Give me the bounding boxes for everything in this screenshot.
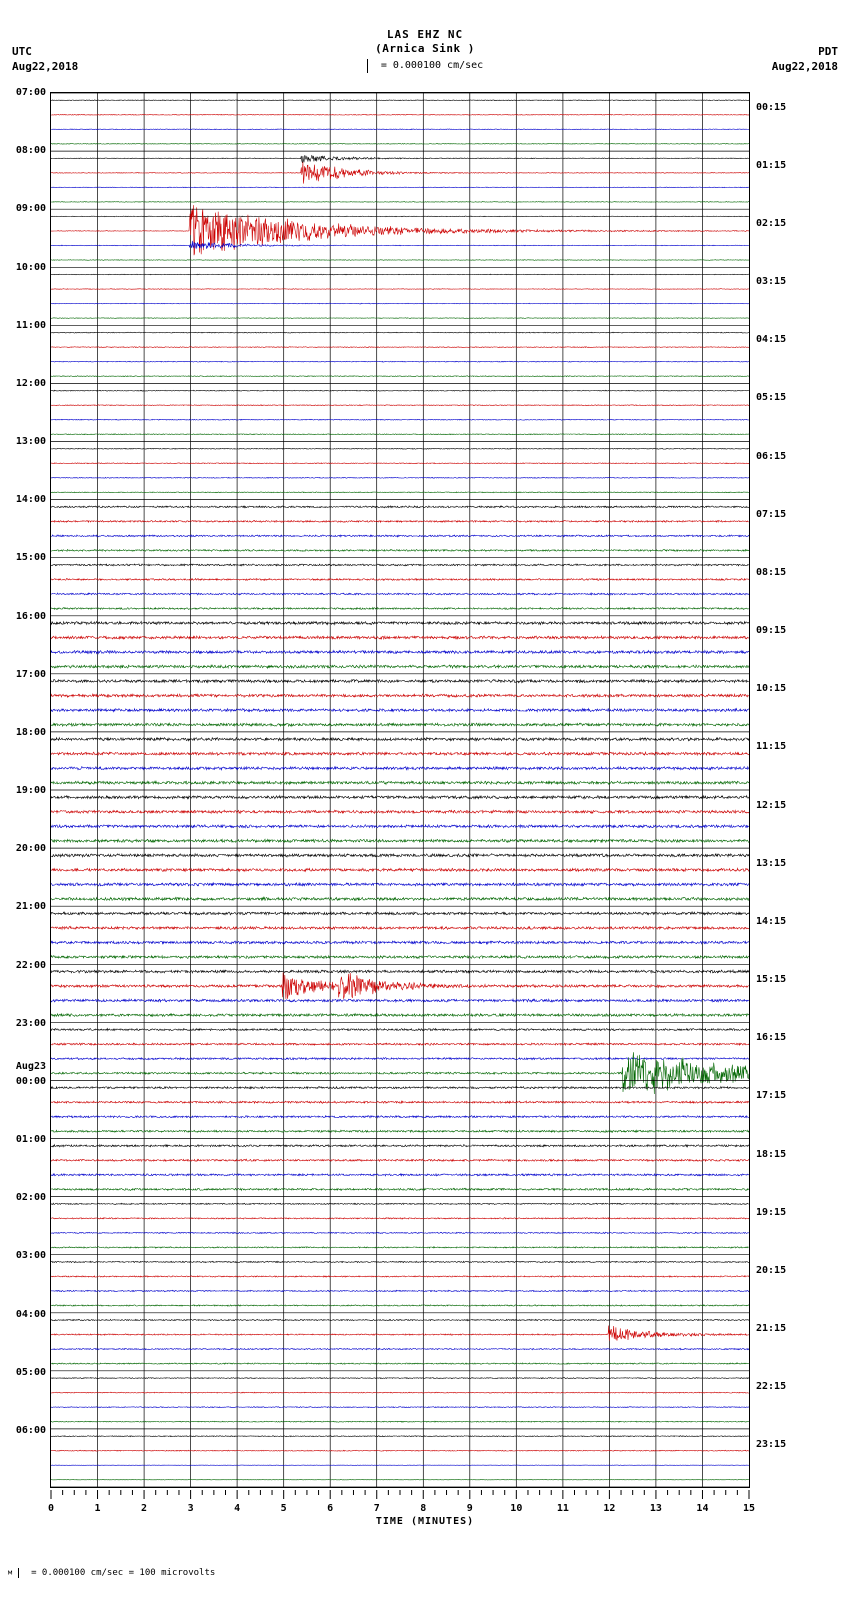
trace-line — [51, 1363, 749, 1364]
right-axis-label: 01:15 — [756, 159, 787, 171]
chart-title-block — [0, 28, 850, 73]
left-axis-label: 16:00 — [15, 610, 46, 622]
left-axis-label: 14:00 — [15, 494, 46, 506]
footer-text: = 0.000100 cm/sec = 100 microvolts — [31, 1568, 216, 1578]
trace-line — [51, 376, 749, 377]
trace-line — [51, 1319, 749, 1320]
right-axis-label: 14:15 — [756, 915, 787, 927]
trace-line — [51, 1145, 749, 1147]
trace-line — [51, 144, 749, 145]
left-axis-label: 05:00 — [15, 1366, 46, 1378]
trace-line — [51, 434, 749, 435]
left-axis-label: 09:00 — [15, 203, 46, 215]
footer-scale-note — [8, 1568, 215, 1578]
trace-line — [51, 1436, 749, 1437]
trace-line — [51, 767, 749, 770]
trace-line — [51, 1043, 749, 1045]
x-axis-tick-label: 6 — [327, 1503, 334, 1514]
right-axis-label: 23:15 — [756, 1439, 787, 1451]
trace-line — [51, 970, 749, 973]
trace-line — [51, 564, 749, 566]
trace-line — [51, 621, 749, 624]
scale-bar-icon — [367, 59, 375, 73]
trace-line — [51, 1290, 749, 1291]
left-axis-label: 01:00 — [15, 1134, 46, 1145]
utc-date-text: Aug22,2018 — [12, 60, 79, 73]
trace-line — [51, 883, 749, 886]
trace-line — [51, 694, 749, 697]
right-axis-label: 07:15 — [756, 508, 787, 520]
trace-line — [51, 723, 749, 726]
trace-line — [51, 665, 749, 668]
seismogram-plot — [50, 92, 750, 1488]
x-axis-tick-label: 0 — [47, 1503, 55, 1514]
footer-scale-bar-icon — [18, 1568, 26, 1578]
trace-line — [51, 1218, 749, 1219]
left-axis-label: 06:00 — [15, 1424, 46, 1436]
x-axis-tick-label: 11 — [556, 1503, 569, 1514]
trace-line — [51, 1130, 749, 1132]
right-axis-label: 20:15 — [756, 1264, 787, 1276]
trace-line — [51, 477, 749, 478]
left-axis-label: 22:00 — [15, 959, 46, 971]
trace-line — [51, 506, 749, 508]
pdt-date-text: Aug22,2018 — [771, 60, 838, 73]
trace-line — [51, 1348, 749, 1349]
right-axis-label: 13:15 — [756, 857, 787, 869]
trace-line — [51, 651, 749, 654]
trace-line — [51, 781, 749, 784]
trace-line — [51, 1378, 749, 1379]
trace-line — [51, 1087, 749, 1089]
right-axis-label: 15:15 — [756, 974, 787, 986]
trace-line — [51, 1261, 749, 1262]
trace-line — [51, 927, 749, 930]
right-axis-label: 17:15 — [756, 1090, 787, 1102]
trace-line — [51, 202, 749, 203]
right-axis-label: 06:15 — [756, 450, 787, 462]
trace-line — [51, 868, 749, 871]
x-axis-tick-marks — [50, 1490, 750, 1504]
utc-zone-text: UTC — [12, 45, 32, 58]
trace-line — [51, 1188, 749, 1190]
left-axis-label: 11:00 — [15, 319, 46, 331]
x-axis-tick-label: 15 — [742, 1503, 756, 1514]
trace-line — [51, 1276, 749, 1277]
trace-line — [51, 579, 749, 581]
scale-legend — [0, 59, 850, 73]
trace-line — [51, 839, 749, 842]
trace-line — [51, 100, 749, 101]
x-axis-title: TIME (MINUTES) — [375, 1516, 475, 1527]
x-axis-tick-label: 1 — [94, 1503, 101, 1514]
trace-line — [51, 156, 749, 163]
right-axis-label: 00:15 — [756, 101, 787, 113]
seismogram-traces — [51, 93, 749, 1487]
trace-line — [51, 810, 749, 813]
right-axis-label: 03:15 — [756, 276, 787, 288]
station-code: LAS EHZ NC — [386, 28, 464, 41]
trace-line — [51, 361, 749, 362]
left-axis-label: Aug23 — [15, 1061, 46, 1073]
trace-line — [51, 114, 749, 115]
scale-legend-text: = 0.000100 cm/sec — [380, 60, 484, 71]
trace-line — [51, 738, 749, 741]
left-axis-label: 15:00 — [15, 552, 46, 564]
trace-line — [51, 1407, 749, 1408]
trace-line — [51, 1159, 749, 1161]
trace-line — [51, 608, 749, 610]
trace-line — [51, 1305, 749, 1306]
trace-line — [51, 636, 749, 639]
trace-line — [51, 709, 749, 712]
trace-line — [51, 129, 749, 130]
right-axis-label: 11:15 — [756, 741, 787, 753]
trace-line — [51, 162, 749, 184]
trace-line — [51, 332, 749, 333]
trace-line — [51, 405, 749, 406]
left-axis-label: 10:00 — [15, 261, 46, 273]
left-axis-label: 23:00 — [15, 1017, 46, 1029]
right-axis-label: 12:15 — [756, 799, 787, 811]
x-axis-tick-label: 9 — [466, 1503, 473, 1514]
right-axis-label: 22:15 — [756, 1381, 787, 1393]
x-axis-tick-label: 5 — [280, 1503, 287, 1514]
left-axis-label: 13:00 — [15, 436, 46, 447]
trace-line — [51, 752, 749, 755]
trace-line — [51, 347, 749, 348]
left-axis-label: 00:00 — [15, 1075, 46, 1087]
trace-line — [51, 825, 749, 828]
right-axis-label: 09:15 — [756, 625, 787, 637]
trace-line — [51, 260, 749, 261]
x-axis-tick-label: 13 — [649, 1503, 662, 1514]
trace-line — [51, 1326, 749, 1341]
trace-line — [51, 463, 749, 464]
left-axis-label: 17:00 — [15, 668, 46, 680]
trace-line — [51, 854, 749, 857]
trace-line — [51, 956, 749, 959]
trace-line — [51, 448, 749, 449]
x-axis-tick-label: 7 — [373, 1503, 380, 1514]
x-axis-tick-label: 2 — [141, 1503, 148, 1514]
trace-line — [51, 205, 749, 255]
trace-line — [51, 390, 749, 391]
right-axis-label: 04:15 — [756, 334, 787, 346]
right-axis-label: 21:15 — [756, 1323, 787, 1335]
left-axis-label: 02:00 — [15, 1192, 46, 1204]
trace-line — [51, 912, 749, 915]
trace-line — [51, 999, 749, 1002]
trace-line — [51, 680, 749, 683]
trace-line — [51, 1174, 749, 1176]
trace-line — [51, 1203, 749, 1204]
trace-line — [51, 1116, 749, 1118]
trace-line — [51, 318, 749, 319]
x-axis-ticks — [47, 1489, 756, 1519]
trace-line — [51, 492, 749, 493]
trace-line — [51, 1014, 749, 1017]
trace-line — [51, 535, 749, 537]
trace-line — [51, 796, 749, 799]
trace-line — [51, 972, 749, 998]
trace-line — [51, 274, 749, 275]
left-axis-label: 21:00 — [15, 901, 46, 913]
trace-line — [51, 593, 749, 595]
right-axis-label: 05:15 — [756, 392, 787, 404]
pdt-zone-text: PDT — [818, 45, 838, 58]
trace-line — [51, 941, 749, 944]
trace-line — [51, 187, 749, 188]
trace-line — [51, 289, 749, 290]
right-axis-label: 08:15 — [756, 566, 787, 578]
x-axis-tick-label: 3 — [187, 1503, 194, 1514]
left-axis-label: 08:00 — [15, 145, 46, 157]
x-axis-tick-label: 8 — [420, 1503, 427, 1514]
trace-line — [51, 303, 749, 304]
left-axis-label: 18:00 — [15, 726, 46, 738]
trace-line — [51, 1101, 749, 1103]
x-axis-tick-label: 12 — [603, 1503, 616, 1514]
trace-line — [51, 520, 749, 522]
left-axis-label: 03:00 — [15, 1250, 46, 1262]
right-axis-label: 16:15 — [756, 1032, 787, 1044]
trace-line — [51, 1392, 749, 1393]
trace-line — [51, 1421, 749, 1422]
trace-line — [51, 550, 749, 552]
left-axis-label: 04:00 — [15, 1308, 46, 1320]
left-axis-label: 20:00 — [15, 843, 46, 855]
trace-line — [51, 241, 749, 249]
station-name: (Arnica Sink ) — [375, 42, 475, 55]
trace-line — [51, 419, 749, 420]
right-axis-label: 19:15 — [756, 1206, 787, 1218]
trace-line — [51, 897, 749, 900]
left-axis-label: 12:00 — [15, 377, 46, 389]
right-axis-label: 10:15 — [756, 683, 787, 695]
left-axis-label: 19:00 — [15, 785, 46, 796]
trace-line — [51, 1029, 749, 1031]
x-axis-tick-label: 4 — [234, 1503, 241, 1514]
trace-line — [51, 1247, 749, 1248]
trace-line — [51, 1450, 749, 1451]
right-axis-label: 02:15 — [756, 217, 787, 229]
x-axis-tick-label: 14 — [696, 1503, 709, 1514]
trace-line — [51, 1232, 749, 1233]
right-axis-label: 18:15 — [756, 1148, 787, 1160]
left-axis-label: 07:00 — [15, 87, 46, 98]
trace-line — [51, 216, 749, 217]
x-axis-tick-label: 10 — [510, 1503, 523, 1514]
footer-prefix: м — [8, 1568, 13, 1577]
